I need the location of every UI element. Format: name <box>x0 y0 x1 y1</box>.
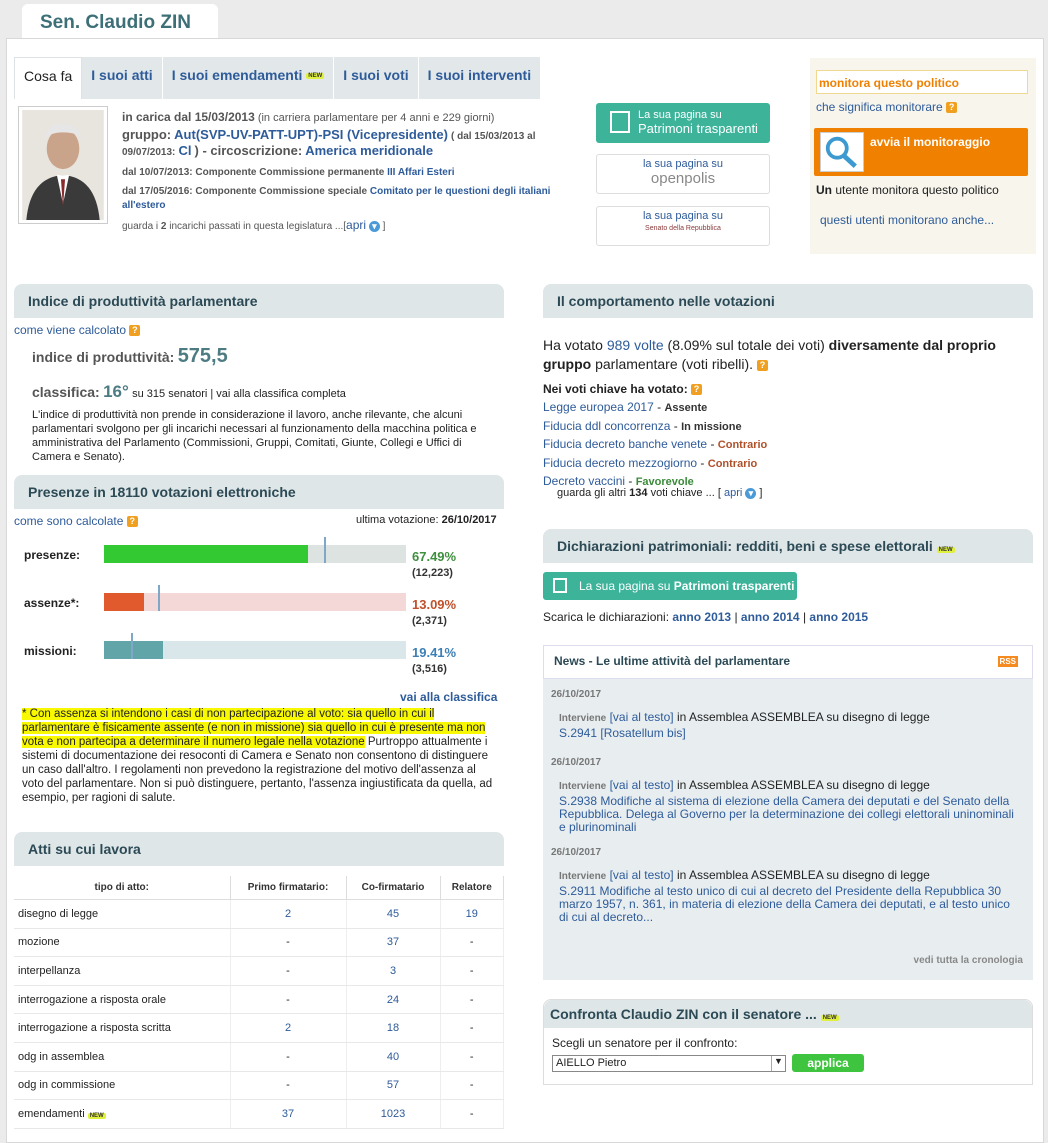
start-monitoring-button[interactable] <box>814 128 1028 176</box>
votes-pre: Ha votato <box>543 337 603 353</box>
table-cell <box>230 928 346 957</box>
bar-percent: 19.41% <box>412 645 457 660</box>
tab-emendamenti-label: I suoi emendamenti <box>171 67 303 83</box>
users-count: Un <box>816 183 832 197</box>
circoscrizione-link[interactable]: America meridionale <box>305 143 434 158</box>
col-relatore: Relatore <box>440 876 504 900</box>
others-pre: guarda gli altri <box>557 487 627 499</box>
news-title-link[interactable]: S.2938 Modifiche al sistema di elezione della Camera dei deputati e del Senato della Repubblica. Delega al Governo per la determinazione dei collegi elettorali uninominali e plurinominali <box>559 794 1014 834</box>
table-cell[interactable] <box>346 1042 440 1071</box>
cell-text: - <box>286 1079 290 1092</box>
average-marker <box>158 585 160 611</box>
table-row <box>14 1100 504 1129</box>
table-cell[interactable] <box>346 928 440 957</box>
table-cell <box>14 1071 230 1100</box>
table-cell[interactable] <box>346 1071 440 1100</box>
votes-header: Il comportamento nelle votazioni <box>543 284 1033 318</box>
key-votes-label: Nei voti chiave ha votato: <box>543 382 688 396</box>
key-vote-result: Assente <box>664 402 708 414</box>
atti-header: Atti su cui lavora <box>14 832 504 866</box>
bar-label: missioni: <box>24 644 77 658</box>
cell-text: interrogazione a risposta scritta <box>18 1022 171 1035</box>
cell-text: odg in commissione <box>18 1079 116 1092</box>
key-vote-link[interactable]: Fiducia ddl concorrenza <box>543 418 671 433</box>
incarico2-text: dal 17/05/2016: Componente Commissione speciale <box>122 186 368 197</box>
news-date: 26/10/2017 <box>551 847 602 858</box>
pt-big-label: Patrimoni trasparenti <box>638 121 758 136</box>
table-cell <box>14 1014 230 1043</box>
news-date: 26/10/2017 <box>551 689 602 700</box>
compare-box <box>543 999 1033 1085</box>
table-cell <box>440 985 504 1014</box>
senato-button[interactable] <box>596 206 770 246</box>
atti-table <box>14 876 504 1129</box>
key-vote-item: Legge europea 2017 - Assente <box>543 400 708 414</box>
incarico1-text: dal 10/07/2013: Componente Commissione permanente <box>122 167 385 178</box>
openpolis-button[interactable] <box>596 154 770 194</box>
cell-text: 40 <box>386 1050 400 1063</box>
scarica-label: Scarica le dichiarazioni: <box>543 610 670 624</box>
apri-votes-link[interactable]: apri <box>723 487 743 499</box>
carica-text: in carica dal 15/03/2013 <box>122 110 255 124</box>
cell-text: 3 <box>389 964 397 977</box>
cell-text: - <box>469 993 474 1006</box>
news-text: in Assemblea ASSEMBLEA su disegno di legge <box>676 778 930 792</box>
table-cell[interactable] <box>440 900 504 929</box>
col-primo: Primo firmatario: <box>230 876 346 900</box>
news-kind: Interviene <box>559 871 607 882</box>
help-icon[interactable]: ? <box>129 325 140 336</box>
key-vote-item: Fiducia decreto banche venete - Contrario <box>543 437 768 451</box>
absence-note <box>22 707 500 805</box>
table-row <box>14 928 504 957</box>
table-cell <box>230 1042 346 1071</box>
users-text: utente monitora questo politico <box>835 183 999 197</box>
cell-text: - <box>469 964 474 977</box>
monitor-what-link[interactable]: che significa monitorare <box>816 100 943 114</box>
cta-big: Patrimoni trasparenti <box>673 579 795 593</box>
help-icon[interactable]: ? <box>127 516 138 527</box>
help-icon[interactable]: ? <box>691 384 702 395</box>
table-cell <box>14 957 230 986</box>
note-text: Purtroppo attualmente i sistemi di documentazione dei resoconti di Camera e Senato non consentono di distinguere un caso dall'altro. I regolamenti non prevedono la registrazione del motivo dell'assenza al voto del parlamentare. Non si può distinguere, pertanto, l'assenza ingiustificata da quella, ad esempio, per ragioni di salute. <box>22 736 493 804</box>
bar-track <box>104 641 406 659</box>
year-2013-link[interactable]: anno 2013 <box>672 610 732 624</box>
table-row <box>14 957 504 986</box>
news-item <box>551 689 1021 740</box>
chevron-down-icon[interactable]: ▾ <box>745 488 756 499</box>
cell-text: - <box>469 1079 474 1092</box>
bar-label: presenze: <box>24 548 81 562</box>
table-cell <box>440 1071 504 1100</box>
cell-text: odg in assemblea <box>18 1050 105 1063</box>
note-highlight: * Con assenza si intendono i casi di non partecipazione al voto: sia quello in cui il parlamentare è fisicamente assente (e non in missione) sia quello in cui è presente ma non vota e non partecipa a determinare il numero legale nella votazione <box>22 708 486 748</box>
monitor-header: monitora questo politico <box>816 70 1028 94</box>
bar-fill <box>104 545 308 563</box>
bar-count: (2,371) <box>412 615 447 627</box>
news-header <box>543 645 1033 679</box>
cell-text: 37 <box>281 1107 295 1120</box>
votes-bold: diversamente dal proprio gruppo <box>543 337 996 372</box>
compare-header-label: Confronta Claudio ZIN con il senatore ... <box>550 1006 817 1022</box>
news-item <box>551 847 1021 924</box>
col-co: Co-firmatario <box>346 876 440 900</box>
openpolis-logo: openpolis <box>650 170 716 187</box>
bar-fill <box>104 593 144 611</box>
chevron-down-icon[interactable]: ▾ <box>369 221 380 232</box>
news-kind: Interviene <box>559 713 607 724</box>
gruppo-dates: ( dal 15/03/2013 al 09/07/2013: <box>122 131 536 158</box>
news-text-link[interactable]: [vai al testo] <box>609 710 674 724</box>
key-vote-result: In missione <box>681 420 742 433</box>
incarico1-link[interactable]: III Affari Esteri <box>387 167 455 178</box>
average-marker <box>324 537 326 563</box>
news-text: in Assemblea ASSEMBLEA su disegno di legge <box>676 868 930 882</box>
productivity-header: Indice di produttività parlamentare <box>14 284 504 318</box>
key-vote-result: Favorevole <box>635 476 694 488</box>
cell-text: 37 <box>386 936 400 949</box>
profile-info <box>122 110 562 234</box>
key-vote-item: Decreto vaccini - Favorevole <box>543 474 694 488</box>
monitor-box <box>810 58 1036 254</box>
incarico2-link[interactable]: Comitato per le questioni degli italiani all'estero <box>122 186 551 211</box>
how-presence-link[interactable]: come sono calcolate <box>14 514 124 528</box>
passati-post: incarichi passati in questa legislatura ...[ <box>169 221 347 232</box>
index-label: indice di produttività: <box>32 349 175 365</box>
cell-text: - <box>286 936 290 949</box>
cube-icon <box>553 578 567 593</box>
table-row <box>14 1014 504 1043</box>
key-vote-link[interactable]: Decreto vaccini <box>543 474 626 488</box>
col-tipo: tipo di atto: <box>14 876 230 900</box>
cell-text: 2 <box>284 907 292 920</box>
news-text-link[interactable]: [vai al testo] <box>609 868 674 882</box>
news-title-link[interactable]: S.2911 Modifiche al testo unico di cui al decreto del Presidente della Repubblica 30 marzo 1957, n. 361, in materia di elezione della Camera dei deputati, e al testo unico di cui al decreto... <box>559 884 1010 924</box>
news-title-link[interactable]: S.2941 [Rosatellum bis] <box>559 726 686 740</box>
cell-text: 45 <box>386 907 400 920</box>
bar-percent: 13.09% <box>412 597 457 612</box>
table-cell <box>440 957 504 986</box>
key-vote-link[interactable]: Legge europea 2017 <box>543 400 654 414</box>
bar-count: (12,223) <box>412 567 453 579</box>
patrimoni-cta-button[interactable] <box>543 572 797 600</box>
start-monitoring-label: avvia il monitoraggio <box>870 135 991 149</box>
apply-button[interactable]: applica <box>792 1054 864 1072</box>
tab-cosa-fa[interactable]: Cosa fa <box>14 57 82 99</box>
compare-label: Scegli un senatore per il confronto: <box>552 1036 738 1050</box>
passati-count: 2 <box>160 221 167 232</box>
year-2014-link[interactable]: anno 2014 <box>740 610 800 624</box>
tab-atti[interactable]: I suoi atti <box>82 57 162 99</box>
bar-fill <box>104 641 163 659</box>
votes-mid: (8.09% sul totale dei voti) <box>667 337 825 353</box>
cell-text: disegno di legge <box>18 907 99 920</box>
key-vote-item: Fiducia ddl concorrenza - In missione <box>543 418 742 433</box>
table-cell <box>14 1100 230 1129</box>
cell-text: - <box>469 1022 474 1035</box>
table-cell <box>14 900 230 929</box>
cell-text: - <box>286 964 290 977</box>
table-cell <box>14 928 230 957</box>
others-post: voti chiave ... [ <box>650 487 721 499</box>
table-cell[interactable] <box>346 1014 440 1043</box>
year-2015-link[interactable]: anno 2015 <box>809 610 869 624</box>
all-news-link[interactable]: vedi tutta la cronologia <box>913 955 1023 966</box>
table-cell[interactable] <box>230 1014 346 1043</box>
votes-count-link[interactable]: 989 volte <box>606 337 664 353</box>
cell-text: interrogazione a risposta orale <box>18 993 166 1006</box>
patrimoni-header-label: Dichiarazioni patrimoniali: redditi, beni e spese elettorali <box>557 538 933 554</box>
new-badge: NEW <box>308 73 323 80</box>
senato-logo: Senato della Repubblica <box>645 225 721 232</box>
last-vote-label: ultima votazione: <box>356 514 439 526</box>
cell-text: - <box>469 1050 474 1063</box>
votes-summary <box>543 336 1023 374</box>
compare-header <box>544 1000 1032 1028</box>
pt-small-label: La sua pagina su <box>638 109 722 121</box>
news-date: 26/10/2017 <box>551 757 602 768</box>
senator-photo <box>18 106 108 224</box>
table-cell <box>14 1042 230 1071</box>
cell-text: 18 <box>386 1022 400 1035</box>
votes-tail: parlamentare (voti ribelli). <box>595 356 754 372</box>
index-value: 575,5 <box>177 345 228 367</box>
news-item <box>551 757 1021 834</box>
cube-icon <box>610 111 630 133</box>
rank-label: classifica: <box>32 384 100 400</box>
news-text-link[interactable]: [vai al testo] <box>609 778 674 792</box>
rss-icon[interactable]: RSS <box>999 657 1016 666</box>
gruppo-link[interactable]: Aut(SVP-UV-PATT-UPT)-PSI (Vicepresidente) <box>174 127 448 142</box>
presence-header: Presenze in 18110 votazioni elettroniche <box>14 475 504 509</box>
new-badge: NEW <box>822 1015 837 1021</box>
patrimoni-header <box>543 529 1033 563</box>
news-box <box>543 645 1033 980</box>
patrimoni-trasparenti-button[interactable] <box>596 103 770 143</box>
table-row <box>14 985 504 1014</box>
cell-text: - <box>469 1107 474 1120</box>
cell-text: mozione <box>18 936 60 949</box>
tab-emendamenti[interactable] <box>163 57 335 99</box>
cell-text: 24 <box>386 993 400 1006</box>
help-icon[interactable]: ? <box>757 360 768 371</box>
table-cell[interactable] <box>346 900 440 929</box>
also-monitor-link[interactable]: questi utenti monitorano anche... <box>820 213 995 227</box>
table-cell <box>440 1100 504 1129</box>
table-cell <box>440 928 504 957</box>
table-cell <box>230 1071 346 1100</box>
bar-track <box>104 593 406 611</box>
table-cell <box>440 1014 504 1043</box>
cta-small: La sua pagina su <box>579 579 671 593</box>
news-kind: Interviene <box>559 781 607 792</box>
bar-count: (3,516) <box>412 663 447 675</box>
carriera-text: (in carriera parlamentare per 4 anni e 229 giorni) <box>257 112 495 124</box>
rank-value: 16° <box>103 382 129 401</box>
cell-text: - <box>286 1050 290 1063</box>
bar-track <box>104 545 406 563</box>
bar-label: assenze*: <box>24 596 80 610</box>
tab-interventi[interactable]: I suoi interventi <box>419 57 541 99</box>
new-badge: NEW <box>938 547 953 553</box>
table-cell <box>230 985 346 1014</box>
key-vote-result: Contrario <box>717 439 768 451</box>
table-cell <box>230 957 346 986</box>
tab-voti[interactable]: I suoi voti <box>334 57 418 99</box>
page-title: Sen. Claudio ZIN <box>22 4 218 40</box>
apri-incarichi-link[interactable]: apri <box>346 218 367 232</box>
cell-text: - <box>469 936 474 949</box>
cell-text: - <box>286 993 290 1006</box>
sen-small-label: la sua pagina su <box>642 210 724 222</box>
bracket-close: ] <box>382 221 386 232</box>
vai-classifica-link[interactable]: vai alla classifica <box>400 690 498 704</box>
table-row <box>14 900 504 929</box>
cell-text: interpellanza <box>18 964 81 977</box>
cell-text: 57 <box>386 1079 400 1092</box>
key-vote-link[interactable]: Fiducia decreto banche venete <box>543 437 708 451</box>
average-marker <box>131 633 133 659</box>
key-vote-result: Contrario <box>707 457 758 470</box>
cell-text: 19 <box>465 907 478 920</box>
table-cell <box>440 1042 504 1071</box>
senator-select-value: AIELLO Pietro <box>556 1056 627 1069</box>
table-cell[interactable] <box>346 985 440 1014</box>
bracket-close: ] <box>759 487 763 499</box>
others-count: 134 <box>629 487 648 499</box>
last-vote-date: 26/10/2017 <box>441 514 497 526</box>
table-row <box>14 1042 504 1071</box>
passati-pre: guarda i <box>122 221 159 232</box>
new-badge: NEW <box>89 1112 104 1119</box>
key-vote-link[interactable]: Fiducia decreto mezzogiorno <box>543 455 698 470</box>
how-calculated-link[interactable]: come viene calcolato <box>14 323 127 337</box>
table-cell[interactable] <box>230 900 346 929</box>
senator-select[interactable] <box>552 1055 786 1072</box>
news-text: in Assemblea ASSEMBLEA su disegno di legge <box>676 710 930 724</box>
cell-text: 1023 <box>380 1107 406 1120</box>
chevron-down-icon: ▼ <box>771 1056 785 1071</box>
gruppo2-tail: ) - circoscrizione: <box>194 143 303 158</box>
bar-percent: 67.49% <box>412 549 457 564</box>
table-cell[interactable] <box>346 957 440 986</box>
productivity-text: L'indice di produttività non prende in considerazione il lavoro, anche rilevante, che alcuni parlamentari svolgono per gli incarichi necessari al funzionamento della macchina politica e amministrativa del Parlamento (Commissioni, Gruppi, Comitati, Giunte, Collegi e Uffici di Camera e Senato). <box>32 409 477 463</box>
table-cell[interactable] <box>230 1100 346 1129</box>
tab-bar <box>14 57 541 99</box>
rank-tail[interactable]: su 315 senatori | vai alla classifica completa <box>132 388 346 400</box>
news-header-label: News - Le ultime attività del parlamentare <box>554 654 791 668</box>
table-cell[interactable] <box>346 1100 440 1129</box>
table-cell <box>14 985 230 1014</box>
op-small-label: la sua pagina su <box>642 158 724 170</box>
cell-text: 2 <box>284 1022 292 1035</box>
portrait-image <box>22 110 104 220</box>
gruppo-label: gruppo: <box>122 127 172 142</box>
key-votes-list <box>543 399 767 492</box>
magnifier-icon <box>820 132 864 172</box>
key-vote-item: Fiducia decreto mezzogiorno - Contrario <box>543 455 758 470</box>
help-icon[interactable]: ? <box>946 102 957 113</box>
table-row <box>14 1071 504 1100</box>
gruppo2-link[interactable]: Cl <box>178 143 192 158</box>
cell-text: emendamenti <box>18 1107 85 1120</box>
